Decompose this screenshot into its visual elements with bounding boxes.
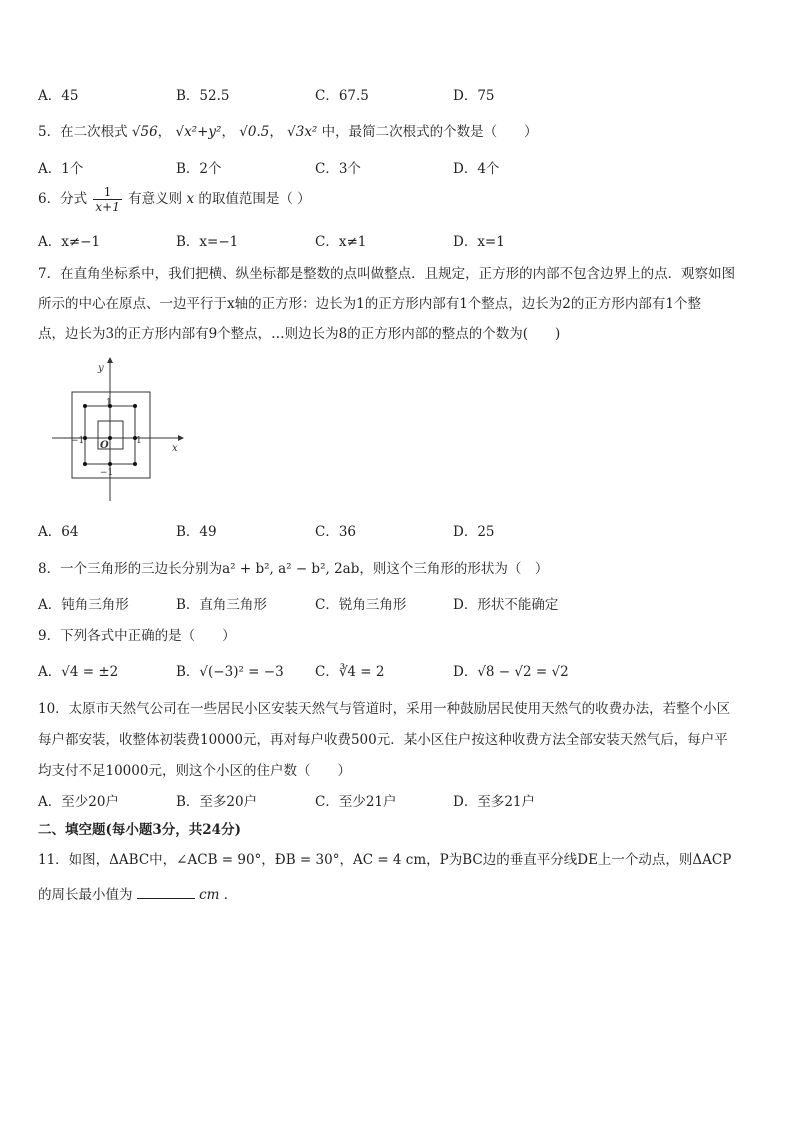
q10-option-a[interactable]: A．至少20户 — [38, 794, 119, 810]
q7-line-1: 7．在直角坐标系中，我们把横、纵坐标都是整数的点叫做整点．且规定，正方形的内部不包含边界上的点．观察如图 — [38, 266, 736, 282]
q5-prefix: 5．在二次根式 — [38, 124, 128, 140]
q4-option-a[interactable]: A．45 — [38, 88, 79, 104]
point — [133, 462, 137, 466]
q5-option-a[interactable]: A．1个 — [38, 161, 84, 177]
q7-option-d[interactable]: D．25 — [453, 524, 495, 540]
q11-unit: cm — [199, 887, 220, 903]
q5-sep-2: ， — [221, 124, 235, 140]
q10-option-b[interactable]: B．至多20户 — [176, 794, 258, 810]
q9-option-a[interactable]: A．√4 = ±2 — [38, 664, 119, 680]
tick-label-1-top: 1 — [106, 398, 112, 408]
q11-suffix: ． — [223, 887, 238, 903]
q5-option-d[interactable]: D．4个 — [453, 161, 500, 177]
q7-option-c[interactable]: C．36 — [315, 524, 357, 540]
q6-fraction-numerator: 1 — [93, 185, 121, 200]
q6-stem — [38, 185, 311, 214]
q8-stem: 8．一个三角形的三边长分别为a² + b², a² − b², 2ab，则这个三角形的形状为（ ） — [38, 561, 549, 577]
point — [83, 462, 87, 466]
q9-option-c[interactable]: C．∛4 = 2 — [315, 664, 385, 680]
q11-answer-blank[interactable] — [137, 884, 195, 899]
tick-label-neg1-bottom: −1 — [100, 468, 114, 478]
q8-option-b[interactable]: B．直角三角形 — [176, 597, 267, 613]
origin-label: O — [100, 440, 109, 451]
q5-sep-3: ， — [269, 124, 283, 140]
point — [133, 404, 137, 408]
q7-coordinate-figure — [48, 355, 188, 505]
q10-line-2: 每户都安装，收整体初装费10000元，再对每户收费500元．某小区住户按这种收费方法全部安装天然气后，每户平 — [38, 732, 728, 748]
section-2-heading: 二、填空题(每小题3分，共24分) — [38, 822, 241, 838]
point — [108, 462, 112, 466]
x-axis-arrow-icon — [178, 435, 184, 441]
q6-fraction-denominator: x+1 — [95, 200, 120, 214]
y-axis-arrow-icon — [107, 357, 113, 363]
q5-sep-1: ， — [157, 124, 172, 140]
q7-line-2: 所示的中心在原点、一边平行于x轴的正方形：边长为1的正方形内部有1个整点，边长为2的正方形内部有1个整 — [38, 296, 701, 312]
q5-option-c[interactable]: C．3个 — [315, 161, 361, 177]
tick-label-1-right: 1 — [136, 436, 142, 446]
q4-option-d[interactable]: D．75 — [453, 88, 495, 104]
q11-line-1: 11．如图，ΔABC中，∠ACB = 90°，ÐB = 30°，AC = 4 cm，P为BC边的垂直平分线DE上一个动点，则ΔACP — [38, 852, 732, 868]
q7-line-3: 点，边长为3的正方形内部有9个整点，…则边长为8的正方形内部的整点的个数为( ) — [38, 326, 561, 342]
q9-option-b[interactable]: B．√(−3)² = −3 — [176, 664, 284, 680]
q5-suffix: 中，最简二次根式的个数是（ ） — [321, 124, 538, 140]
q6-option-c[interactable]: C．x≠1 — [315, 234, 367, 250]
q5-radical-3: √0.5 — [239, 124, 270, 140]
q6-suffix: 有意义则 — [128, 191, 183, 207]
q6-variable: x — [186, 191, 195, 207]
y-axis-label: y — [98, 363, 104, 374]
q10-line-1: 10．太原市天然气公司在一些居民小区安装天然气与管道时，采用一种鼓励居民使用天然气的收费办法，若整个小区 — [38, 701, 731, 717]
q5-option-b[interactable]: B．2个 — [176, 161, 222, 177]
q5-radical-2: √x²+y² — [175, 124, 222, 140]
q10-option-c[interactable]: C．至少21户 — [315, 794, 397, 810]
tick-label-neg1-left: −1 — [71, 436, 85, 446]
q4-option-c[interactable]: C．67.5 — [315, 88, 369, 104]
x-axis-label: x — [172, 443, 178, 454]
q6-option-d[interactable]: D．x=1 — [453, 234, 505, 250]
q8-option-d[interactable]: D．形状不能确定 — [453, 597, 559, 613]
q6-prefix: 6．分式 — [38, 191, 88, 207]
q6-option-a[interactable]: A．x≠−1 — [38, 234, 101, 250]
q7-option-a[interactable]: A．64 — [38, 524, 79, 540]
q8-option-a[interactable]: A．钝角三角形 — [38, 597, 129, 613]
q7-option-b[interactable]: B．49 — [176, 524, 217, 540]
q10-option-d[interactable]: D．至多21户 — [453, 794, 536, 810]
q11-line-2 — [38, 883, 237, 903]
q8-option-c[interactable]: C．锐角三角形 — [315, 597, 407, 613]
q5-radical-1: √56 — [131, 124, 158, 140]
q9-stem: 9．下列各式中正确的是（ ） — [38, 628, 236, 644]
q5-stem — [38, 120, 538, 140]
q9-option-d[interactable]: D．√8 − √2 = √2 — [453, 664, 569, 680]
q6-suffix2: 的取值范围是（ ） — [198, 191, 311, 207]
q5-radical-4: √3x² — [287, 124, 318, 140]
q10-line-3: 均支付不足10000元，则这个小区的住户数（ ） — [38, 763, 351, 779]
q4-option-b[interactable]: B．52.5 — [176, 88, 230, 104]
q6-option-b[interactable]: B．x=−1 — [176, 234, 239, 250]
q6-fraction — [93, 185, 121, 214]
q11-prefix: 的周长最小值为 — [38, 887, 133, 903]
point — [83, 404, 87, 408]
